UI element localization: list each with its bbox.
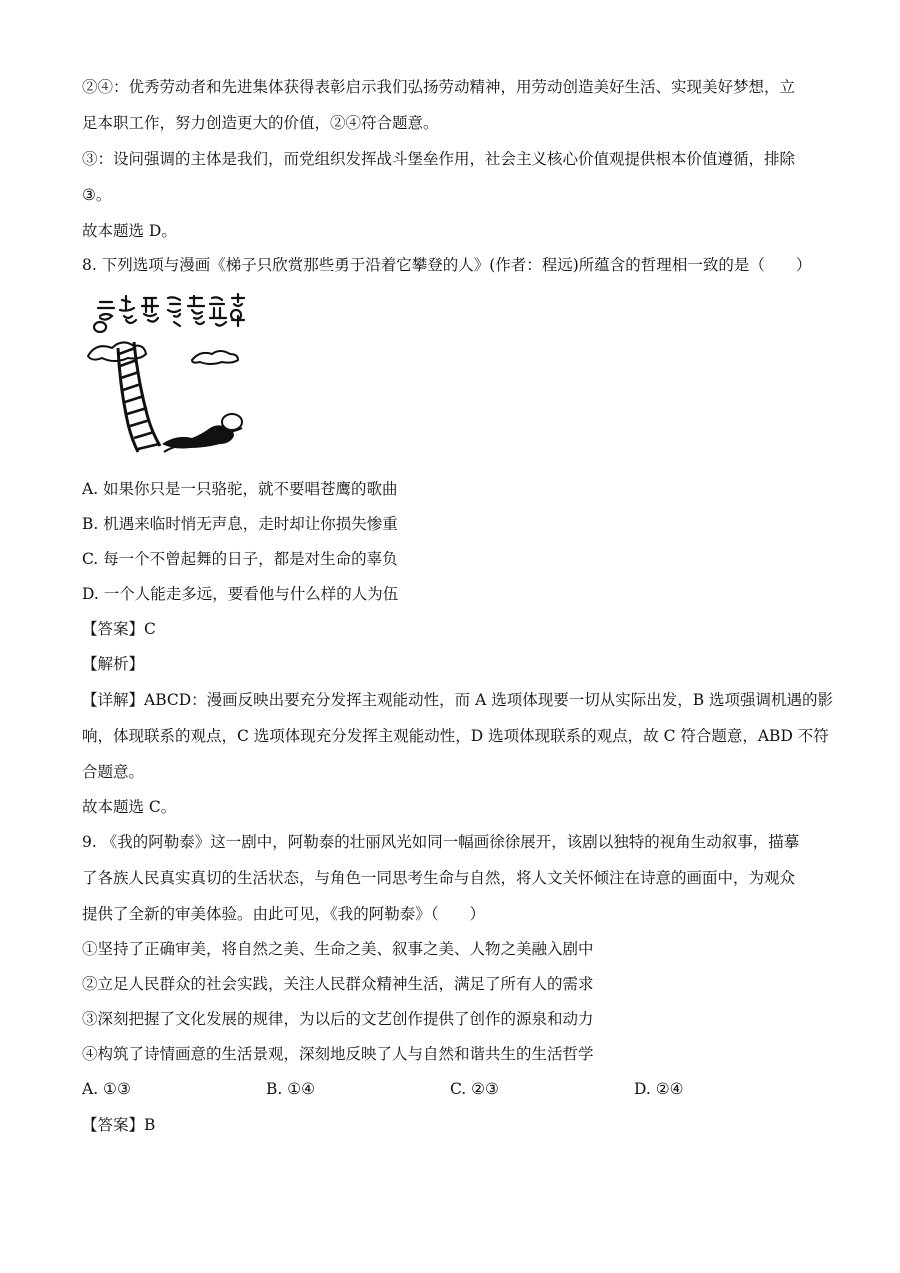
prev-explanation-line-3: ③：设问强调的主体是我们，而党组织发挥战斗堡垒作用，社会主义核心价值观提供根本价值遵循，排除 [82, 150, 796, 168]
prev-conclusion: 故本题选 D。 [82, 222, 177, 240]
q8-option-b: B. 机遇来临时悄无声息，走时却让你损失惨重 [82, 515, 398, 533]
q8-analysis-label: 【解析】 [82, 655, 145, 673]
q8-conclusion: 故本题选 C。 [82, 798, 177, 816]
q9-choice-d: D. ②④ [634, 1080, 684, 1098]
q9-choice-c: C. ②③ [450, 1080, 499, 1098]
prev-explanation-line-1: ②④：优秀劳动者和先进集体获得表彰启示我们弘扬劳动精神，用劳动创造美好生活、实现美好梦想，立 [82, 78, 796, 96]
q9-stem-line-3: 提供了全新的审美体验。由此可见，《我的阿勒泰》（ ） [82, 905, 486, 923]
q8-stem: 8. 下列选项与漫画《梯子只欣赏那些勇于沿着它攀登的人》(作者：程远)所蕴含的哲理相一致的是（ ） [82, 256, 812, 274]
prev-explanation-line-2: 足本职工作，努力创造更大的价值，②④符合题意。 [82, 114, 439, 132]
q8-option-a: A. 如果你只是一只骆驼，就不要唱苍鹰的歌曲 [82, 480, 398, 498]
q9-item-1: ①坚持了正确审美，将自然之美、生命之美、叙事之美、人物之美融入剧中 [82, 940, 594, 958]
prev-explanation-line-4: ③。 [82, 186, 112, 204]
q8-answer: 【答案】C [82, 620, 156, 638]
q8-detail-line-1: 【详解】ABCD：漫画反映出要充分发挥主观能动性，而 A 选项体现要一切从实际出发，B 选项强调机遇的影 [82, 691, 834, 709]
q8-option-c: C. 每一个不曾起舞的日子，都是对生命的辜负 [82, 550, 398, 568]
q8-option-d: D. 一个人能走多远，要看他与什么样的人为伍 [82, 585, 399, 603]
q9-answer: 【答案】B [82, 1116, 156, 1134]
ladder-cartoon-drawing [82, 286, 278, 456]
q9-stem-line-2: 了各族人民真实真切的生活状态，与角色一同思考生命与自然，将人文关怀倾注在诗意的画面中，为观众 [82, 869, 796, 887]
q9-choice-b: B. ①④ [266, 1080, 316, 1098]
q9-item-2: ②立足人民群众的社会实践，关注人民群众精神生活，满足了所有人的需求 [82, 975, 594, 993]
ladder-cartoon [82, 286, 278, 456]
q8-detail-line-2: 响，体现联系的观点，C 选项体现充分发挥主观能动性，D 选项体现联系的观点，故 C 符合题意，ABD 不符 [82, 727, 829, 745]
q9-item-4: ④构筑了诗情画意的生活景观，深刻地反映了人与自然和谐共生的生活哲学 [82, 1045, 594, 1063]
q9-choice-a: A. ①③ [82, 1080, 131, 1098]
q8-detail-line-3: 合题意。 [82, 763, 145, 781]
q9-item-3: ③深刻把握了文化发展的规律，为以后的文艺创作提供了创作的源泉和动力 [82, 1010, 594, 1028]
q9-stem-line-1: 9. 《我的阿勒泰》这一剧中，阿勒泰的壮丽风光如同一幅画徐徐展开，该剧以独特的视角生动叙事，描摹 [82, 833, 800, 851]
